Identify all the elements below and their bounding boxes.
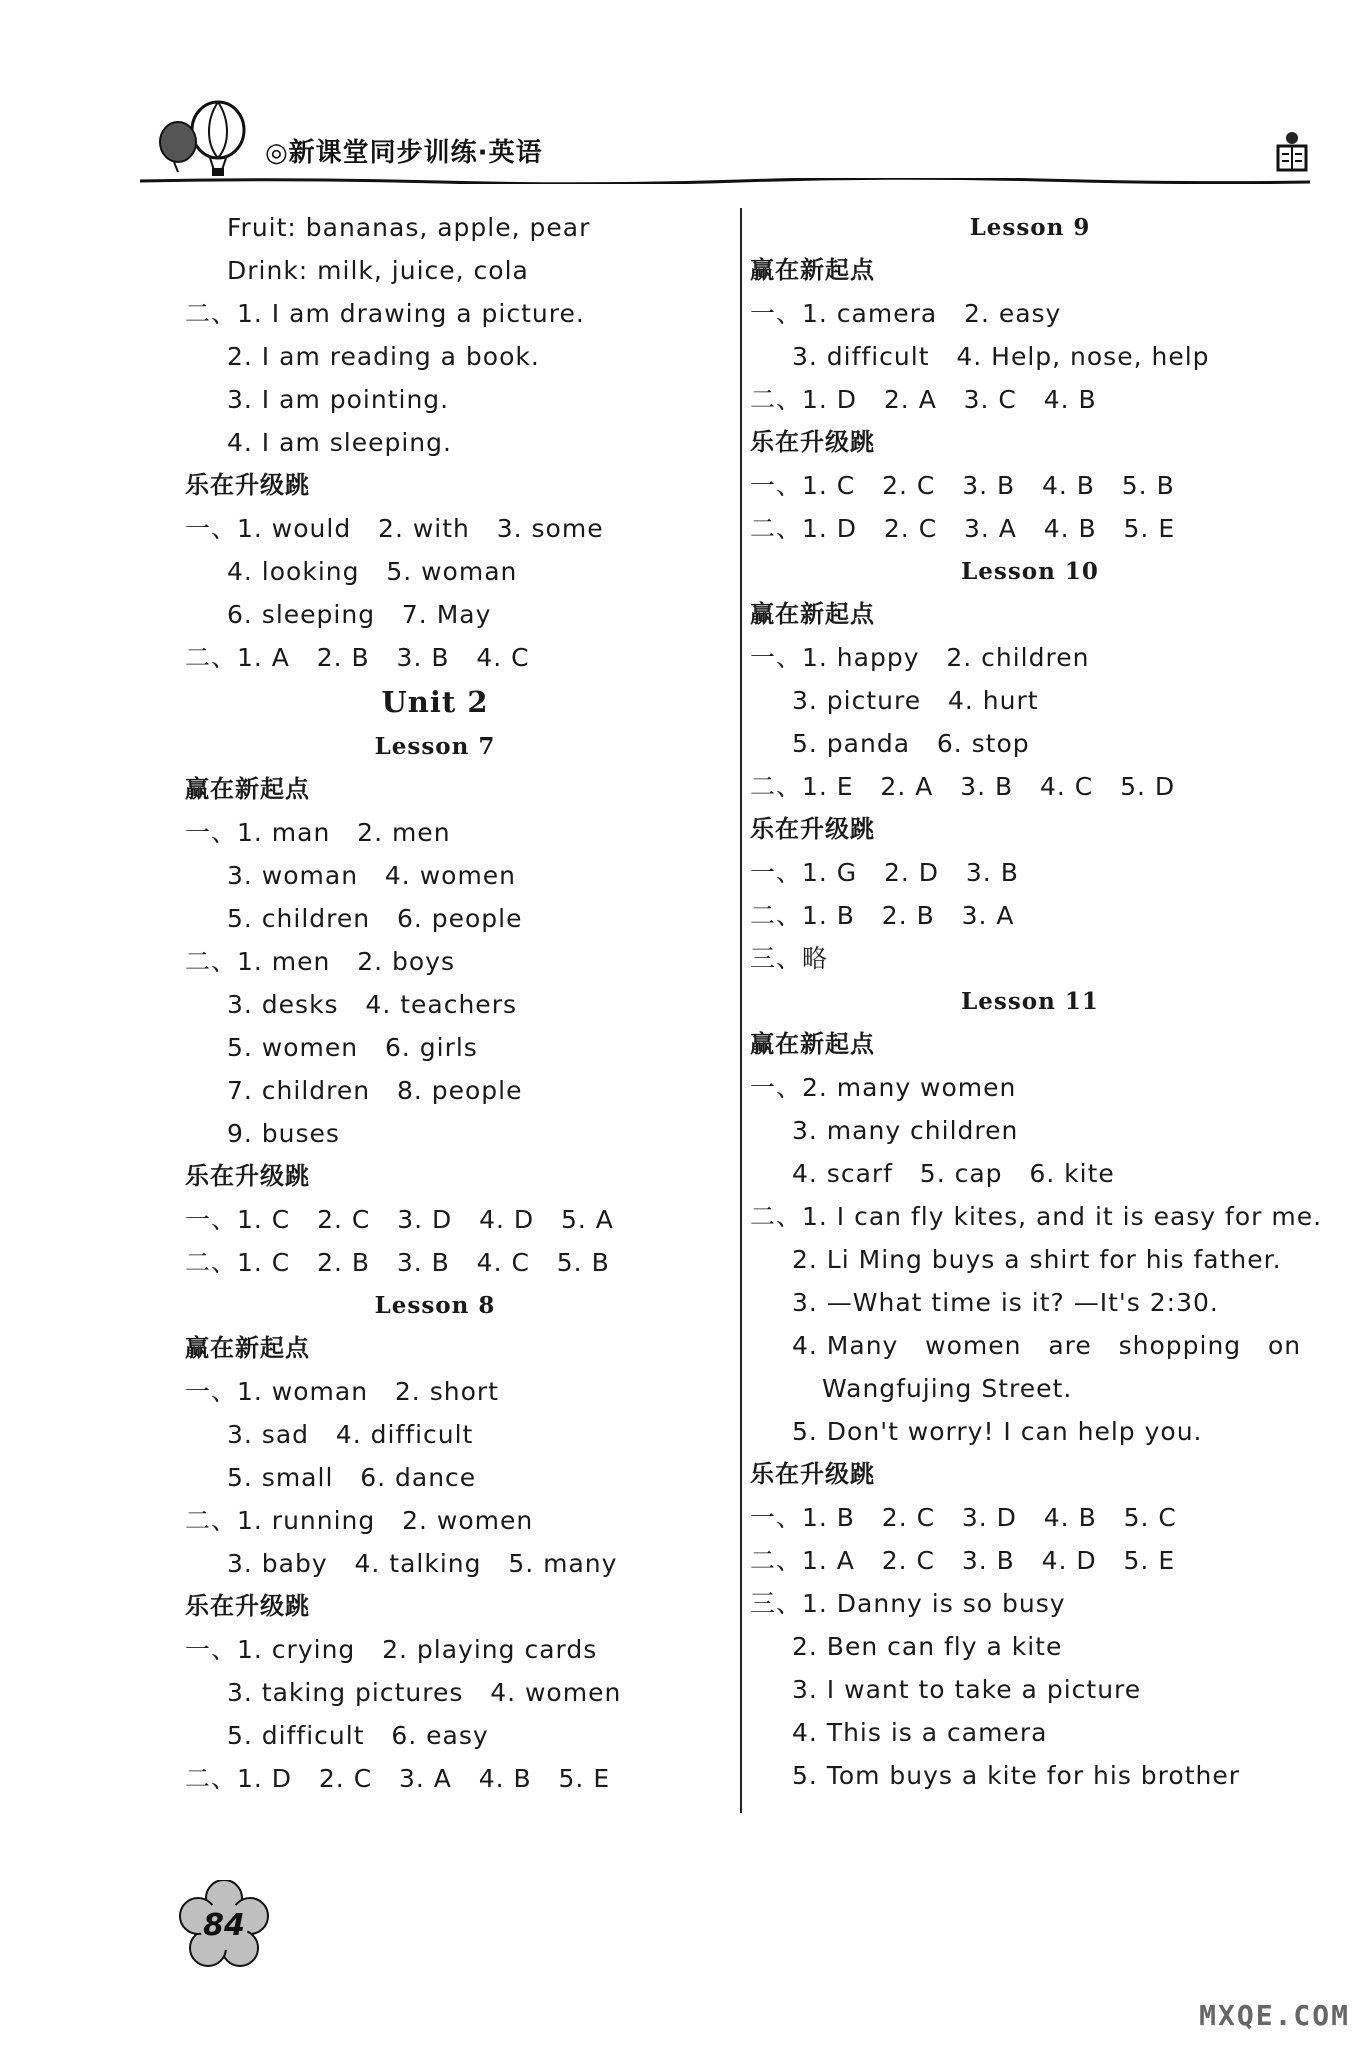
answer-line: 2. I am reading a book. [227, 342, 540, 371]
answer-line: 二、1. D 2. C 3. A 4. B 5. E [750, 514, 1176, 543]
section-heading: 赢在新起点 [750, 1030, 875, 1058]
answer-line: 二、1. D 2. C 3. A 4. B 5. E [185, 1764, 611, 1793]
page-number-badge [178, 1880, 270, 1972]
page-number: 84 [203, 1908, 245, 1943]
answer-line: 5. Tom buys a kite for his brother [792, 1761, 1241, 1790]
answer-line: 二、1. men 2. boys [185, 947, 456, 976]
answer-line: 6. sleeping 7. May [227, 600, 492, 629]
answer-line: 二、1. D 2. A 3. C 4. B [750, 385, 1097, 414]
answer-line: 二、1. C 2. B 3. B 4. C 5. B [185, 1248, 610, 1277]
answer-line: 二、1. B 2. B 3. A [750, 901, 1015, 930]
hot-air-balloon-icon [140, 100, 260, 180]
site-watermark [1080, 1952, 1350, 2032]
answer-line: 4. looking 5. woman [227, 557, 518, 586]
column-divider [740, 208, 742, 1813]
answer-line: 二、1. I am drawing a picture. [185, 299, 585, 328]
answer-line: 7. children 8. people [227, 1076, 523, 1105]
answer-line: 5. Don't worry! I can help you. [792, 1417, 1203, 1446]
answer-line: 一、1. C 2. C 3. D 4. D 5. A [185, 1205, 614, 1234]
header-rule [140, 178, 1310, 184]
lesson-heading: Lesson 8 [374, 1292, 496, 1319]
answer-line: Fruit: bananas, apple, pear [227, 213, 591, 242]
answer-line: 一、2. many women [750, 1073, 1017, 1102]
section-heading: 乐在升级跳 [750, 428, 875, 456]
answer-line: 3. —What time is it? —It's 2:30. [792, 1288, 1219, 1317]
answer-line: 二、1. A 2. B 3. B 4. C [185, 643, 530, 672]
section-heading: 乐在升级跳 [185, 471, 310, 499]
answer-line: 一、1. camera 2. easy [750, 299, 1062, 328]
answer-line: 3. picture 4. hurt [792, 686, 1039, 715]
answer-line: 一、1. C 2. C 3. B 4. B 5. B [750, 471, 1175, 500]
answer-line: 一、1. man 2. men [185, 818, 451, 847]
section-heading: 赢在新起点 [185, 1334, 310, 1362]
answer-line: 4. This is a camera [792, 1718, 1048, 1747]
answer-line: 3. taking pictures 4. women [227, 1678, 622, 1707]
answer-line: 4. I am sleeping. [227, 428, 452, 457]
answer-line: 5. difficult 6. easy [227, 1721, 489, 1750]
right-column [750, 206, 1323, 1797]
answer-line: 3. baby 4. talking 5. many [227, 1549, 618, 1578]
answer-line: 5. small 6. dance [227, 1463, 477, 1492]
lesson-heading: Lesson 9 [969, 214, 1091, 241]
answer-line: 3. difficult 4. Help, nose, help [792, 342, 1210, 371]
answer-line: 一、1. woman 2. short [185, 1377, 499, 1406]
left-column [185, 206, 685, 1800]
answer-line: 三、略 [750, 944, 829, 973]
section-heading: 赢在新起点 [750, 256, 875, 284]
section-heading: 赢在新起点 [185, 775, 310, 803]
answer-line: 5. children 6. people [227, 904, 523, 933]
answer-line: 一、1. B 2. C 3. D 4. B 5. C [750, 1503, 1177, 1532]
answer-line: 一、1. G 2. D 3. B [750, 858, 1019, 887]
answer-line: 4. Many women are shopping on [792, 1331, 1302, 1360]
lesson-heading: Lesson 7 [374, 733, 496, 760]
answer-line: 2. Ben can fly a kite [792, 1632, 1063, 1661]
answer-line: 一、1. would 2. with 3. some [185, 514, 604, 543]
watermark-text: MXQE.COM [1199, 1999, 1350, 2032]
section-heading: 乐在升级跳 [750, 1460, 875, 1488]
lesson-heading: Lesson 11 [961, 988, 1099, 1015]
answer-line: 3. desks 4. teachers [227, 990, 517, 1019]
section-heading: 乐在升级跳 [750, 815, 875, 843]
answer-line: 5. panda 6. stop [792, 729, 1030, 758]
answer-line: 3. many children [792, 1116, 1019, 1145]
answer-line: 二、1. A 2. C 3. B 4. D 5. E [750, 1546, 1176, 1575]
answer-line: 3. sad 4. difficult [227, 1420, 474, 1449]
answer-line: 一、1. happy 2. children [750, 643, 1090, 672]
section-heading: 乐在升级跳 [185, 1592, 310, 1620]
section-heading: 赢在新起点 [750, 600, 875, 628]
answer-line: 3. woman 4. women [227, 861, 517, 890]
answer-line: 2. Li Ming buys a shirt for his father. [792, 1245, 1282, 1274]
answer-line: 一、1. crying 2. playing cards [185, 1635, 598, 1664]
answer-line: 二、1. running 2. women [185, 1506, 534, 1535]
answer-line: 4. scarf 5. cap 6. kite [792, 1159, 1115, 1188]
unit-heading: Unit 2 [381, 685, 489, 719]
answer-line: 5. women 6. girls [227, 1033, 478, 1062]
answer-line: 二、1. E 2. A 3. B 4. C 5. D [750, 772, 1176, 801]
answer-line: Drink: milk, juice, cola [227, 256, 529, 285]
answer-line: 三、1. Danny is so busy [750, 1589, 1066, 1618]
answer-line: 9. buses [227, 1119, 340, 1148]
section-heading: 乐在升级跳 [185, 1162, 310, 1190]
header-title: ◎新课堂同步训练·英语 [265, 138, 543, 168]
page-header [140, 100, 1320, 190]
answer-line: 二、1. I can fly kites, and it is easy for me. [750, 1202, 1323, 1231]
answer-line: 3. I want to take a picture [792, 1675, 1142, 1704]
answer-line: 3. I am pointing. [227, 385, 450, 414]
answer-line: Wangfujing Street. [822, 1374, 1073, 1403]
lesson-heading: Lesson 10 [961, 558, 1099, 585]
book-reader-icon [1272, 130, 1312, 174]
